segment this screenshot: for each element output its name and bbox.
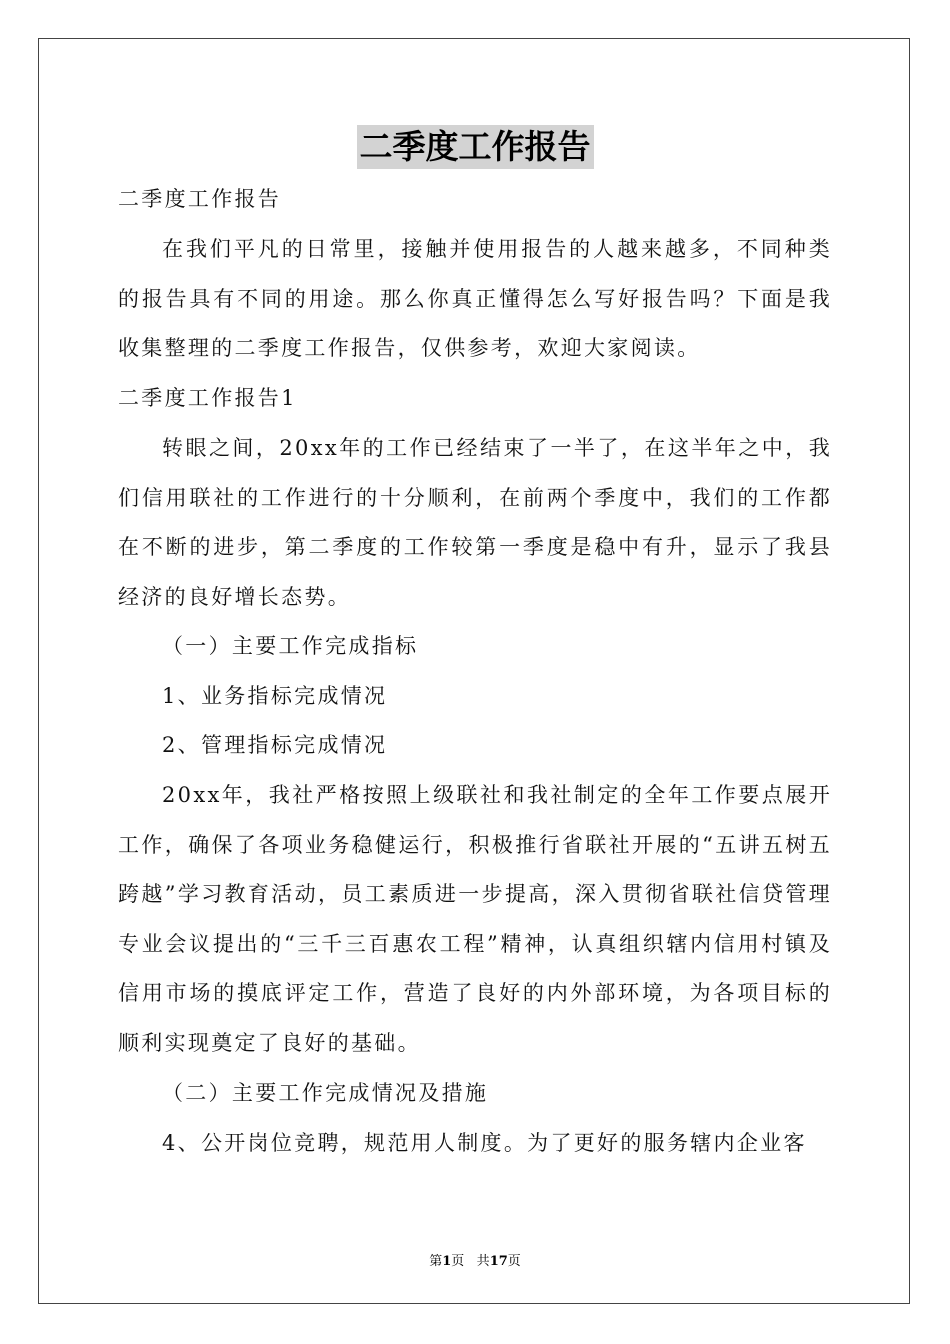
subtitle-line: 二季度工作报告	[118, 187, 282, 211]
footer-page-post: 页	[451, 1254, 465, 1269]
list-item-4: 4、公开岗位竞聘，规范用人制度。为了更好的服务辖内企业客	[162, 1131, 807, 1155]
document-title-container	[0, 125, 950, 169]
subheading-a: （一）主要工作完成指标	[162, 634, 419, 658]
paragraph-1: 转眼之间，20xx年的工作已经结束了一半了，在这半年之中，我们信用联社的工作进行的十分顺利，在前两个季度中，我们的工作都在不断的进步，第二季度的工作较第一季度是稳中有升，显示了我县经济的良好增长态势。	[118, 436, 832, 609]
page-footer	[0, 1250, 950, 1269]
footer-page-number: 1	[442, 1254, 452, 1269]
footer-page-pre: 第	[429, 1254, 443, 1269]
list-item-1: 1、业务指标完成情况	[162, 684, 388, 708]
paragraph-2: 20xx年，我社严格按照上级联社和我社制定的全年工作要点展开工作，确保了各项业务稳健运行，积极推行省联社开展的“五讲五树五跨越”学习教育活动，员工素质进一步提高，深入贯彻省联社信贷管理专业会议提出的“三千三百惠农工程”精神，认真组织辖内信用村镇及信用市场的摸底评定工作，营造了良好的内外部环境，为各项目标的顺利实现奠定了良好的基础。	[118, 783, 832, 1055]
footer-total-post: 页	[507, 1254, 521, 1269]
subheading-b: （二）主要工作完成情况及措施	[162, 1081, 489, 1105]
intro-paragraph: 在我们平凡的日常里，接触并使用报告的人越来越多，不同种类的报告具有不同的用途。那么你真正懂得怎么写好报告吗？下面是我收集整理的二季度工作报告，仅供参考，欢迎大家阅读。	[118, 237, 832, 361]
footer-total-number: 17	[489, 1254, 508, 1269]
footer-total-pre: 共	[476, 1254, 490, 1269]
document-title: 二季度工作报告	[357, 125, 594, 169]
list-item-2: 2、管理指标完成情况	[162, 733, 388, 757]
section-heading: 二季度工作报告1	[118, 386, 297, 410]
